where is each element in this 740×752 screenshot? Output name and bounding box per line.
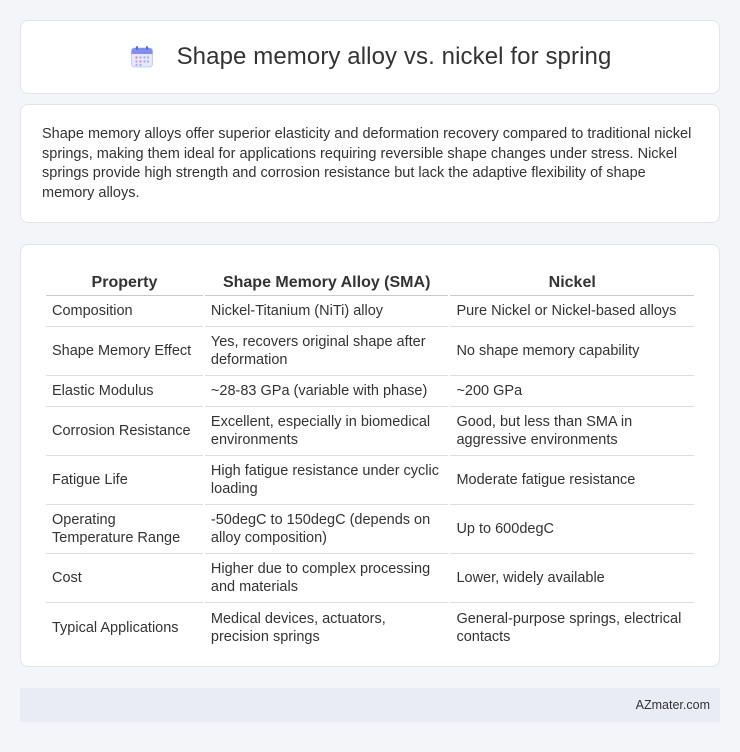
nickel-cell: Up to 600degC: [450, 505, 694, 554]
property-cell: Cost: [46, 554, 203, 603]
footer: [20, 688, 720, 722]
table-row: [46, 505, 694, 554]
nickel-cell: No shape memory capability: [450, 327, 694, 376]
sma-cell: Excellent, especially in biomedical environments: [205, 407, 449, 456]
sma-cell: Nickel-Titanium (NiTi) alloy: [205, 296, 449, 327]
sma-cell: High fatigue resistance under cyclic loading: [205, 456, 449, 505]
calendar-icon: [129, 44, 155, 70]
property-cell: Corrosion Resistance: [46, 407, 203, 456]
table-row: [46, 554, 694, 603]
header-nickel: Nickel: [450, 265, 694, 296]
property-cell: Operating Temperature Range: [46, 505, 203, 554]
comparison-table: [44, 265, 696, 652]
property-cell: Typical Applications: [52, 619, 179, 636]
intro-text: Shape memory alloys offer superior elasticity and deformation recovery compared to traditional nickel springs, making them ideal for applications requiring reversible shape changes under stress. Nickel springs provide high strength and corrosion resistance but lack the adaptive flexibility of shape memory alloys.: [42, 126, 692, 201]
table-header-row: [46, 265, 694, 296]
header-property: Property: [46, 265, 203, 296]
table-row: [46, 603, 694, 652]
property-cell: Fatigue Life: [46, 456, 203, 505]
property-cell: Composition: [46, 296, 203, 327]
intro-card: [20, 104, 720, 223]
property-cell: Elastic Modulus: [46, 376, 203, 407]
nickel-cell: Lower, widely available: [450, 554, 694, 603]
sma-cell: Yes, recovers original shape after deformation: [205, 327, 449, 376]
footer-brand[interactable]: AZmater.com: [635, 698, 710, 712]
table-row: [46, 456, 694, 505]
nickel-cell: Moderate fatigue resistance: [450, 456, 694, 505]
nickel-cell: ~200 GPa: [450, 376, 694, 407]
sma-cell: Medical devices, actuators, precision springs: [210, 610, 386, 645]
table-row: [46, 296, 694, 327]
title-card: [20, 20, 720, 94]
header-sma: Shape Memory Alloy (SMA): [205, 265, 449, 296]
table-row: [46, 327, 694, 376]
table-row: [46, 376, 694, 407]
sma-cell: -50degC to 150degC (depends on alloy composition): [205, 505, 449, 554]
nickel-cell: Pure Nickel or Nickel-based alloys: [450, 296, 694, 327]
comparison-table-card: [20, 244, 720, 667]
sma-cell: ~28-83 GPa (variable with phase): [205, 376, 449, 407]
property-cell: Shape Memory Effect: [46, 327, 203, 376]
sma-cell: Higher due to complex processing and materials: [205, 554, 449, 603]
page-title: Shape memory alloy vs. nickel for spring: [176, 43, 612, 70]
nickel-cell: Good, but less than SMA in aggressive environments: [450, 407, 694, 456]
table-row: [46, 407, 694, 456]
nickel-cell: General-purpose springs, electrical contacts: [456, 610, 682, 645]
